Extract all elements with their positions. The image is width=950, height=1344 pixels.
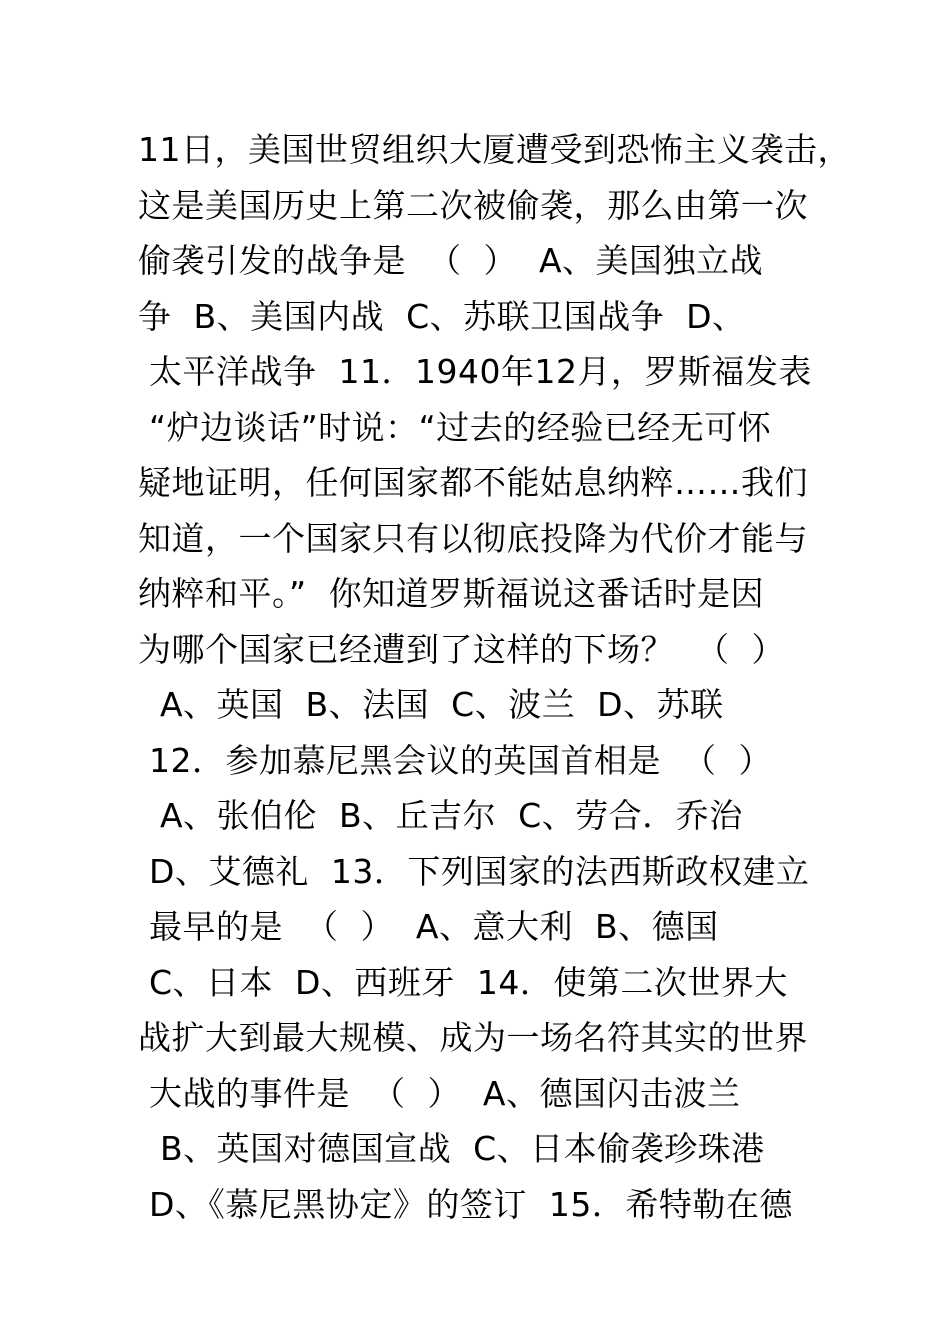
text-line-15: 最早的是 （ ） A、意大利 B、德国 <box>138 907 719 946</box>
document-body <box>138 122 851 1232</box>
text-line-11: A、英国 B、法国 C、波兰 D、苏联 <box>138 685 724 724</box>
text-line-18: 大战的事件是 （ ） A、德国闪击波兰 <box>138 1073 741 1113</box>
text-line-10: 为哪个国家已经遭到了这样的下场？ （ ） <box>138 629 785 669</box>
text-line-4: 争 B、美国内战 C、苏联卫国战争 D、 <box>138 296 746 336</box>
text-line-14: D、艾德礼 13．下列国家的法西斯政权建立 <box>138 851 810 891</box>
text-line-3: 偷袭引发的战争是 （ ） A、美国独立战 <box>138 241 764 280</box>
text-line-19: B、英国对德国宣战 C、日本偷袭珍珠港 <box>138 1129 765 1168</box>
text-line-7: 疑地证明，任何国家都不能姑息纳粹……我们 <box>138 463 808 502</box>
text-line-17: 战扩大到最大规模、成为一场名符其实的世界 <box>138 1018 808 1057</box>
text-line-6: “炉边谈话”时说：“过去的经验已经无可怀 <box>138 407 772 447</box>
text-line-13: A、张伯伦 B、丘吉尔 C、劳合．乔治 <box>138 796 743 835</box>
text-line-16: C、日本 D、西班牙 14．使第二次世界大 <box>138 962 788 1002</box>
text-line-20: D、《慕尼黑协定》的签订 15．希特勒在德 <box>138 1184 793 1224</box>
text-line-9: 纳粹和平。” 你知道罗斯福说这番话时是因 <box>138 574 765 613</box>
text-line-5: 太平洋战争 11．1940年12月，罗斯福发表 <box>138 352 812 391</box>
text-line-12: 12．参加慕尼黑会议的英国首相是 （ ） <box>138 740 772 780</box>
text-line-2: 这是美国历史上第二次被偷袭，那么由第一次 <box>138 185 808 225</box>
text-line-1: 11日，美国世贸组织大厦遭受到恐怖主义袭击， <box>138 130 851 169</box>
text-line-8: 知道，一个国家只有以彻底投降为代价才能与 <box>138 518 808 558</box>
